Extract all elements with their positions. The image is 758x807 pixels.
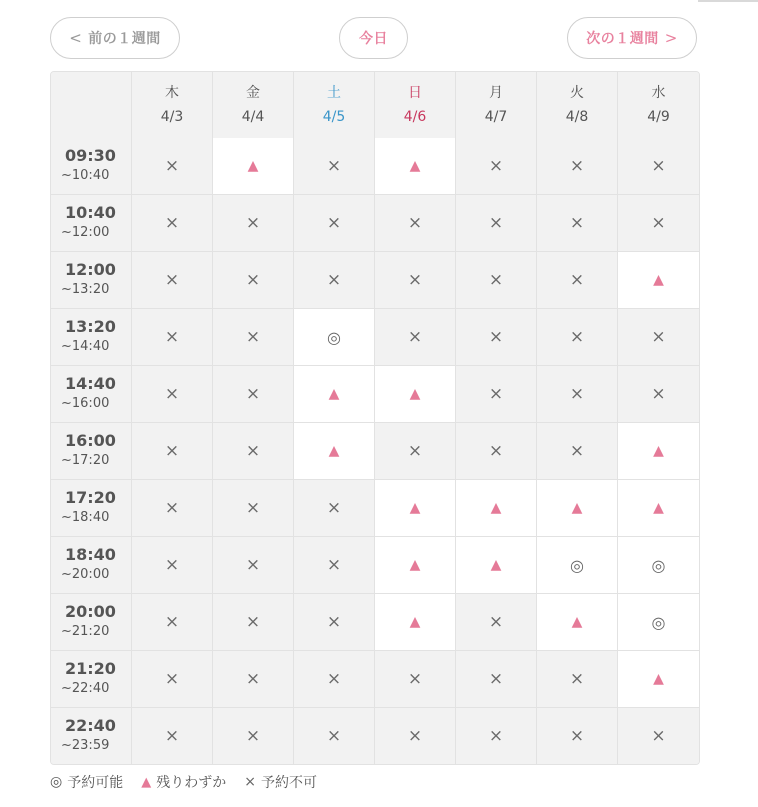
slot-cell-available[interactable]: ◎ [618, 594, 699, 651]
legend [50, 772, 335, 792]
top-right-divider [698, 0, 758, 2]
time-slot-row [51, 138, 699, 195]
weekday-label: 木 [165, 85, 179, 101]
weekday-label: 火 [570, 85, 584, 101]
slot-cell-none: × [213, 366, 294, 423]
slot-cell-few[interactable]: ▲ [294, 366, 375, 423]
slot-cell-few[interactable]: ▲ [213, 138, 294, 195]
time-slot-label [51, 480, 132, 537]
slot-cell-few[interactable]: ▲ [456, 480, 537, 537]
slot-cell-none: × [456, 138, 537, 195]
slot-cell-none: × [537, 138, 618, 195]
slot-cell-few[interactable]: ▲ [618, 480, 699, 537]
time-slot-row [51, 252, 699, 309]
legend-item-few [141, 772, 226, 792]
slot-cell-none: × [537, 366, 618, 423]
day-header-4-3 [132, 72, 213, 138]
date-label: 4/6 [403, 109, 427, 125]
slot-cell-none: × [132, 423, 213, 480]
time-slot-row [51, 594, 699, 651]
slot-end-time: ~21:20 [61, 624, 110, 639]
slot-start-time: 09:30 [65, 146, 116, 165]
time-slot-label [51, 423, 132, 480]
slot-start-time: 22:40 [65, 716, 116, 735]
slot-start-time: 16:00 [65, 431, 116, 450]
slot-end-time: ~17:20 [61, 453, 110, 468]
slot-cell-none: × [456, 708, 537, 764]
legend-label: 残りわずか [156, 775, 227, 791]
time-slot-label [51, 708, 132, 764]
slot-cell-none: × [294, 138, 375, 195]
slot-cell-few[interactable]: ▲ [375, 594, 456, 651]
slot-cell-none: × [213, 252, 294, 309]
slot-cell-none: × [537, 252, 618, 309]
date-label: 4/8 [565, 109, 589, 125]
slot-cell-none: × [132, 708, 213, 764]
slot-cell-none: × [294, 594, 375, 651]
slot-cell-none: × [456, 594, 537, 651]
slot-end-time: ~18:40 [61, 510, 110, 525]
slot-start-time: 10:40 [65, 203, 116, 222]
time-slot-label [51, 594, 132, 651]
slot-start-time: 17:20 [65, 488, 116, 507]
slot-cell-few[interactable]: ▲ [537, 480, 618, 537]
slot-cell-few[interactable]: ▲ [618, 423, 699, 480]
slot-cell-none: × [132, 480, 213, 537]
slot-cell-none: × [213, 480, 294, 537]
day-header-4-9 [618, 72, 699, 138]
time-slot-row [51, 651, 699, 708]
time-slot-row [51, 366, 699, 423]
slot-cell-none: × [132, 138, 213, 195]
slot-cell-none: × [213, 651, 294, 708]
prev-week-label: 前の１週間 [88, 31, 161, 47]
slot-cell-available[interactable]: ◎ [618, 537, 699, 594]
slot-cell-none: × [456, 252, 537, 309]
slot-cell-none: × [537, 708, 618, 764]
date-label: 4/9 [647, 109, 670, 125]
day-header-4-5 [294, 72, 375, 138]
weekday-label: 金 [246, 85, 260, 101]
legend-symbol-none: × [244, 774, 256, 790]
legend-label: 予約可能 [67, 775, 124, 791]
slot-cell-few[interactable]: ▲ [375, 480, 456, 537]
slot-cell-none: × [132, 537, 213, 594]
weekday-label: 水 [651, 85, 666, 101]
slot-cell-available[interactable]: ◎ [537, 537, 618, 594]
time-slot-row [51, 309, 699, 366]
slot-cell-none: × [213, 309, 294, 366]
legend-label: 予約不可 [260, 775, 317, 791]
legend-item-available [50, 772, 123, 792]
slot-cell-few[interactable]: ▲ [618, 651, 699, 708]
slot-end-time: ~23:59 [61, 738, 110, 753]
slot-cell-few[interactable]: ▲ [294, 423, 375, 480]
today-button[interactable] [339, 17, 408, 59]
slot-cell-none: × [294, 651, 375, 708]
day-header-4-8 [537, 72, 618, 138]
slot-start-time: 21:20 [65, 659, 116, 678]
slot-cell-few[interactable]: ▲ [456, 537, 537, 594]
time-slot-label [51, 309, 132, 366]
date-label: 4/4 [241, 109, 265, 125]
weekday-label: 月 [489, 85, 503, 101]
slot-cell-none: × [294, 537, 375, 594]
corner-cell [51, 72, 132, 138]
time-slot-row [51, 708, 699, 764]
slot-start-time: 12:00 [65, 260, 116, 279]
slot-end-time: ~10:40 [61, 168, 110, 183]
chevron-right-icon: > [664, 29, 678, 47]
slot-cell-none: × [213, 423, 294, 480]
slot-cell-none: × [375, 708, 456, 764]
slot-cell-none: × [132, 195, 213, 252]
slot-cell-none: × [375, 252, 456, 309]
date-label: 4/7 [484, 109, 508, 125]
prev-week-button[interactable] [50, 17, 180, 59]
slot-cell-none: × [294, 252, 375, 309]
slot-end-time: ~14:40 [61, 339, 110, 354]
legend-symbol-few: ▲ [141, 774, 152, 790]
slot-cell-none: × [132, 651, 213, 708]
slot-end-time: ~16:00 [61, 396, 110, 411]
slot-cell-none: × [213, 708, 294, 764]
slot-cell-none: × [294, 708, 375, 764]
slot-cell-few[interactable]: ▲ [537, 594, 618, 651]
slot-cell-none: × [537, 309, 618, 366]
weekday-label: 日 [408, 85, 422, 101]
slot-cell-none: × [213, 594, 294, 651]
slot-end-time: ~20:00 [61, 567, 110, 582]
schedule-table [50, 71, 700, 765]
slot-cell-none: × [618, 366, 699, 423]
time-slot-label [51, 252, 132, 309]
day-header-row [51, 72, 699, 138]
schedule-body [51, 138, 699, 764]
slot-start-time: 14:40 [65, 374, 116, 393]
slot-cell-none: × [618, 195, 699, 252]
legend-item-none [244, 772, 317, 792]
chevron-left-icon: < [69, 29, 83, 47]
slot-cell-none: × [537, 651, 618, 708]
slot-cell-none: × [456, 195, 537, 252]
next-week-button[interactable] [567, 17, 697, 59]
slot-cell-few[interactable]: ▲ [375, 366, 456, 423]
legend-symbol-available: ◎ [50, 774, 63, 790]
today-label: 今日 [359, 31, 388, 47]
slot-end-time: ~12:00 [61, 225, 110, 240]
time-slot-label [51, 651, 132, 708]
day-header-4-4 [213, 72, 294, 138]
time-slot-row [51, 423, 699, 480]
slot-start-time: 20:00 [65, 602, 116, 621]
slot-cell-none: × [294, 195, 375, 252]
slot-cell-none: × [294, 480, 375, 537]
slot-cell-few[interactable]: ▲ [618, 252, 699, 309]
slot-cell-none: × [456, 309, 537, 366]
day-header-4-7 [456, 72, 537, 138]
date-label: 4/3 [160, 109, 184, 125]
next-week-label: 次の１週間 [586, 31, 659, 47]
time-slot-label [51, 195, 132, 252]
slot-cell-none: × [618, 138, 699, 195]
time-slot-label [51, 366, 132, 423]
slot-cell-few[interactable]: ▲ [375, 138, 456, 195]
slot-start-time: 18:40 [65, 545, 116, 564]
slot-end-time: ~22:40 [61, 681, 110, 696]
time-slot-row [51, 480, 699, 537]
slot-cell-none: × [456, 366, 537, 423]
date-label: 4/5 [322, 109, 346, 125]
slot-cell-none: × [618, 309, 699, 366]
weekday-label: 土 [327, 85, 341, 101]
slot-cell-none: × [213, 195, 294, 252]
slot-cell-none: × [213, 537, 294, 594]
slot-cell-few[interactable]: ▲ [375, 537, 456, 594]
slot-cell-none: × [132, 366, 213, 423]
slot-cell-none: × [375, 423, 456, 480]
time-slot-label [51, 537, 132, 594]
time-slot-row [51, 537, 699, 594]
slot-cell-available[interactable]: ◎ [294, 309, 375, 366]
slot-cell-none: × [132, 594, 213, 651]
day-header-4-6 [375, 72, 456, 138]
slot-end-time: ~13:20 [61, 282, 110, 297]
time-slot-row [51, 195, 699, 252]
slot-cell-none: × [375, 651, 456, 708]
slot-cell-none: × [375, 195, 456, 252]
slot-cell-none: × [132, 309, 213, 366]
slot-cell-none: × [456, 423, 537, 480]
time-slot-label [51, 138, 132, 195]
slot-cell-none: × [618, 708, 699, 764]
slot-cell-none: × [537, 423, 618, 480]
slot-cell-none: × [456, 651, 537, 708]
slot-cell-none: × [537, 195, 618, 252]
slot-cell-none: × [375, 309, 456, 366]
slot-start-time: 13:20 [65, 317, 116, 336]
slot-cell-none: × [132, 252, 213, 309]
